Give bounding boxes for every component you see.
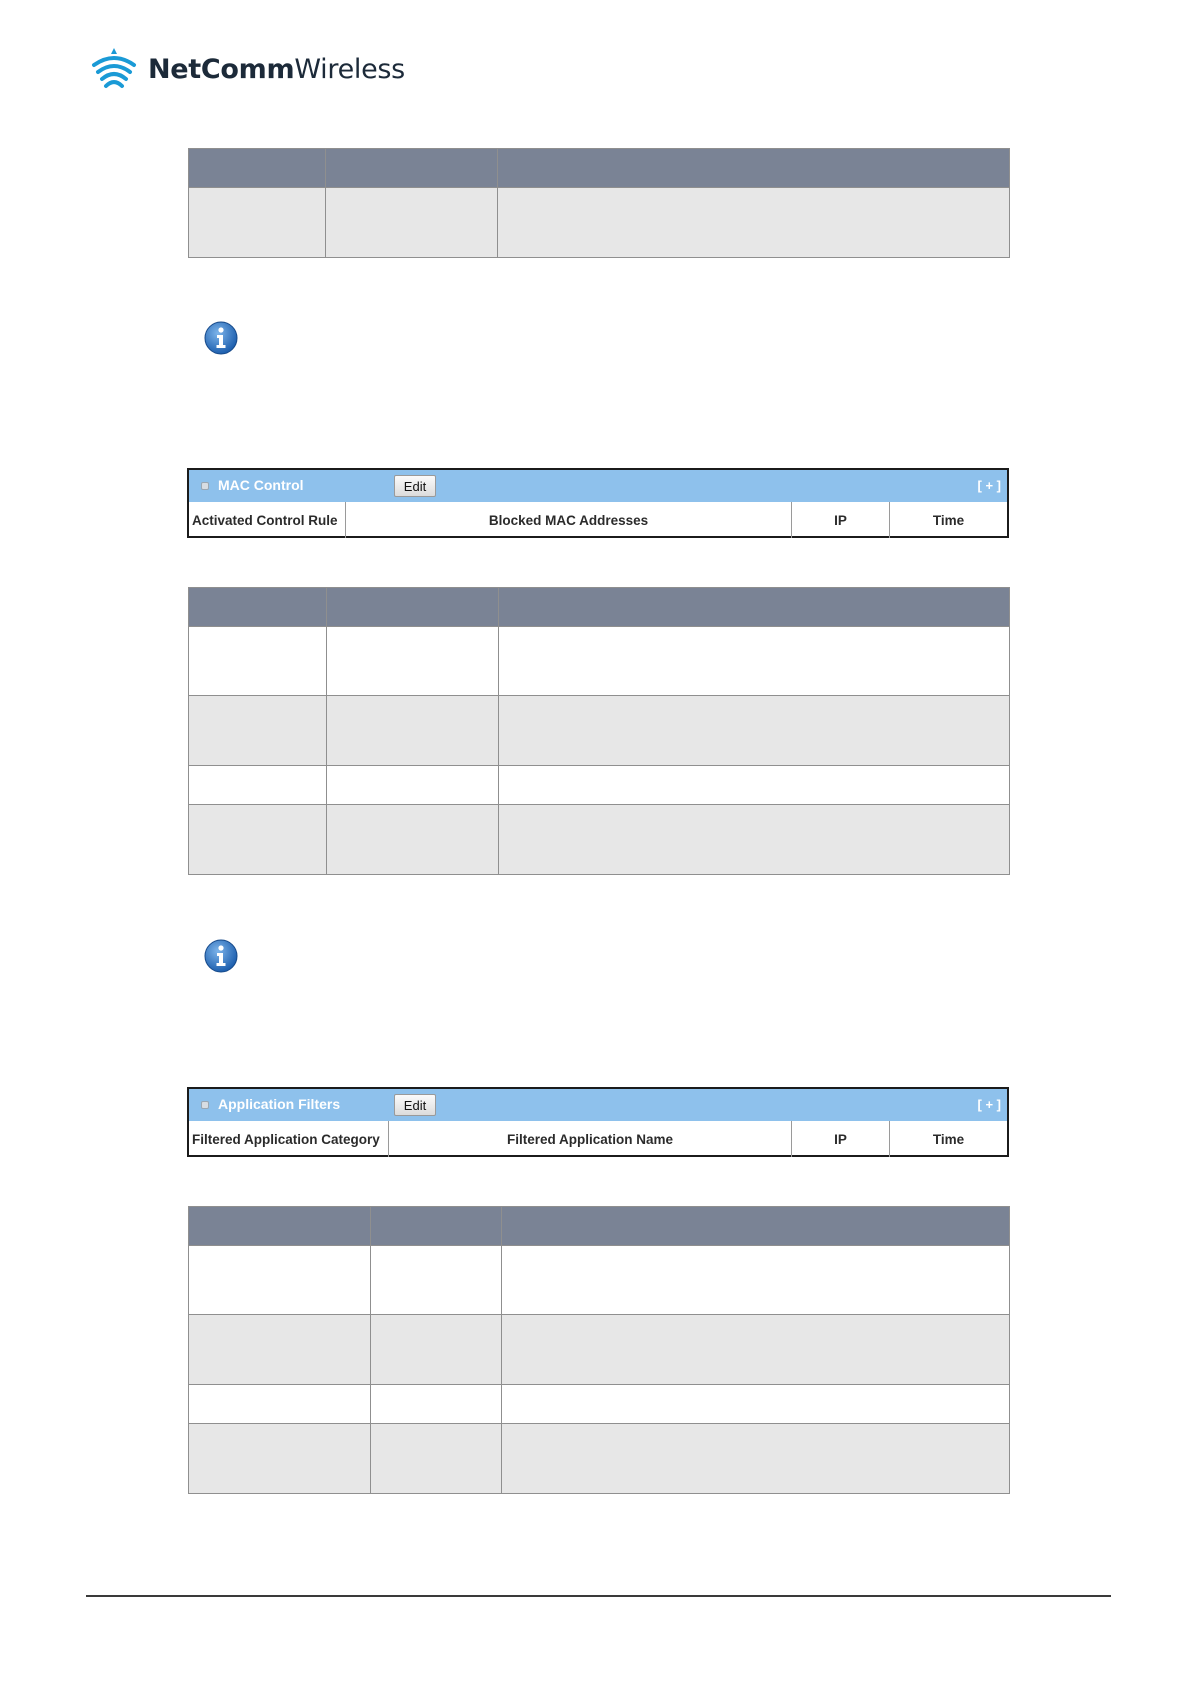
- panel-column-headers: [189, 502, 1007, 538]
- expand-toggle[interactable]: [ + ]: [977, 1097, 1001, 1112]
- table-row: [189, 1424, 1010, 1494]
- column-activated-control-rule: Activated Control Rule: [189, 502, 346, 538]
- edit-button[interactable]: Edit: [394, 1094, 436, 1116]
- mac-control-panel: [187, 468, 1009, 538]
- table-row: [189, 805, 1010, 875]
- logo-brand-light: Wireless: [294, 53, 405, 85]
- info-icon: [204, 321, 238, 355]
- table-header-row: [189, 149, 1010, 188]
- bullet-icon: [201, 1101, 209, 1109]
- application-filters-panel: [187, 1087, 1009, 1157]
- table-header-row: [189, 588, 1010, 627]
- column-ip: IP: [792, 1121, 890, 1157]
- table-row: [189, 1315, 1010, 1385]
- footer-divider: [86, 1595, 1111, 1597]
- table-header-row: [189, 1207, 1010, 1246]
- logo-brand-bold: NetComm: [148, 53, 295, 85]
- info-icon: [204, 939, 238, 973]
- table-row: [189, 1385, 1010, 1424]
- panel-column-headers: [189, 1121, 1007, 1157]
- column-ip: IP: [792, 502, 890, 538]
- parameter-table-1: [188, 148, 1010, 258]
- panel-title: MAC Control: [218, 477, 304, 493]
- panel-header: [189, 1089, 1007, 1121]
- netcomm-logo: [88, 44, 405, 94]
- wifi-fan-icon: [88, 45, 140, 93]
- column-filtered-application-category: Filtered Application Category: [189, 1121, 389, 1157]
- column-filtered-application-name: Filtered Application Name: [389, 1121, 792, 1157]
- table-row: [189, 766, 1010, 805]
- panel-header: [189, 470, 1007, 502]
- edit-button[interactable]: Edit: [394, 475, 436, 497]
- column-time: Time: [932, 512, 965, 528]
- table-row: [189, 696, 1010, 766]
- table-row: [189, 1246, 1010, 1315]
- parameter-table-3: [188, 1206, 1010, 1494]
- logo-wordmark: [148, 54, 405, 85]
- column-time: Time: [932, 1131, 965, 1147]
- parameter-table-2: [188, 587, 1010, 875]
- table-row: [189, 188, 1010, 258]
- panel-title: Application Filters: [218, 1096, 341, 1112]
- column-blocked-mac-addresses: Blocked MAC Addresses: [346, 502, 792, 538]
- expand-toggle[interactable]: [ + ]: [977, 478, 1001, 493]
- bullet-icon: [201, 482, 209, 490]
- table-row: [189, 627, 1010, 696]
